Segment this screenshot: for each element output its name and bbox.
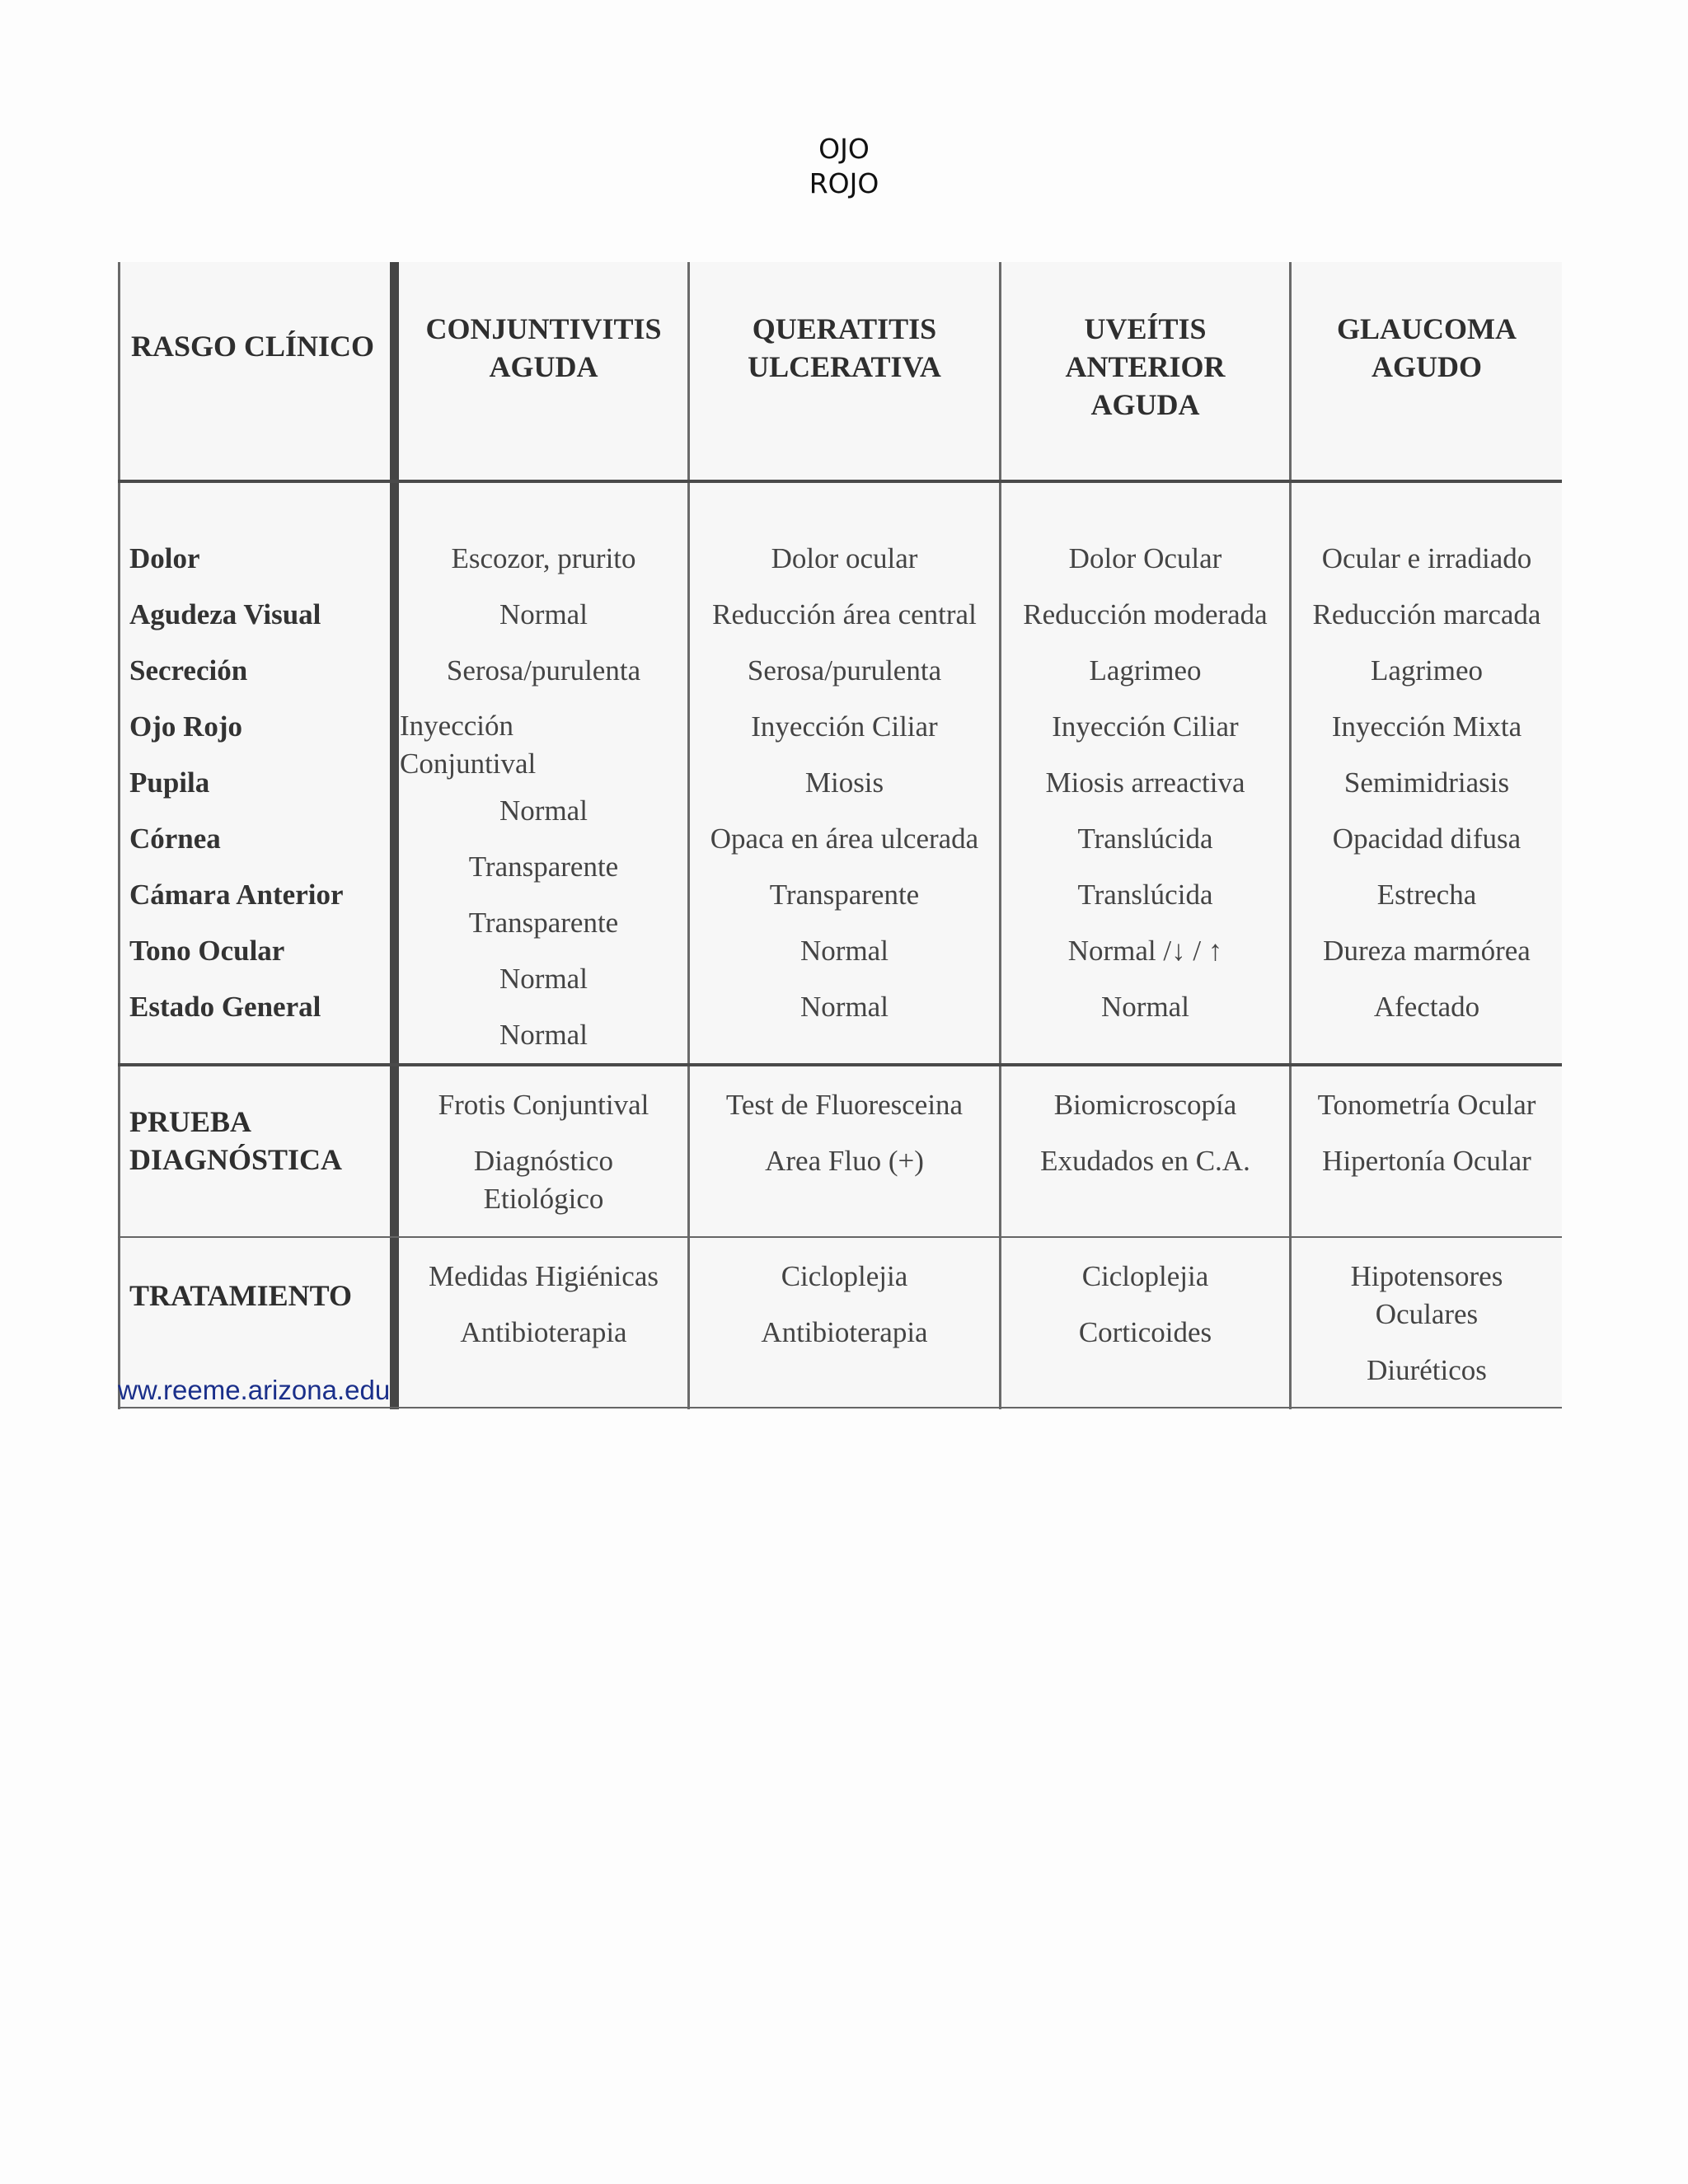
feature-tono-ocular: Tono Ocular bbox=[129, 935, 285, 967]
title-line-1: OJO bbox=[818, 133, 870, 165]
value-cell: Opaca en área ulcerada bbox=[710, 823, 979, 855]
tratamiento-row-line bbox=[118, 1236, 1562, 1238]
value-cell: Inyección bbox=[400, 710, 513, 742]
value-cell: Serosa/purulenta bbox=[747, 654, 942, 687]
value-cell: Serosa/purulenta bbox=[446, 654, 641, 687]
queratitis-values bbox=[690, 531, 999, 1035]
value-cell: Miosis arreactiva bbox=[1045, 766, 1245, 799]
source-url-link[interactable]: ww.reeme.arizona.edu bbox=[118, 1375, 391, 1405]
value-cell: Inyección Mixta bbox=[1331, 710, 1522, 743]
value-cell: Inyección Ciliar bbox=[1052, 710, 1239, 743]
value-cell: Afectado bbox=[1373, 991, 1480, 1023]
prueba-diagnostica-label: PRUEBA DIAGNÓSTICA bbox=[129, 1105, 343, 1176]
feature-list bbox=[129, 531, 385, 1035]
tratamiento-conjuntivitis: Medidas Higiénicas Antibioterapia bbox=[429, 1260, 659, 1348]
header-row-line bbox=[118, 480, 1562, 483]
prueba-queratitis: Test de Fluoresceina Area Fluo (+) bbox=[725, 1089, 964, 1177]
prueba-uveitis: Biomicroscopía Exudados en C.A. bbox=[1040, 1089, 1250, 1177]
feature-pupila: Pupila bbox=[129, 766, 210, 799]
header-conjuntivitis: CONJUNTIVITIS AGUDA bbox=[425, 312, 662, 383]
conjuntivitis-values bbox=[400, 531, 687, 1063]
value-cell: Normal bbox=[1101, 991, 1189, 1023]
feature-cornea: Córnea bbox=[129, 823, 221, 855]
tratamiento-label: TRATAMIENTO bbox=[129, 1279, 353, 1312]
feature-dolor: Dolor bbox=[129, 542, 200, 574]
value-cell: Transparente bbox=[769, 879, 920, 911]
prueba-conjuntivitis: Frotis Conjuntival Diagnóstico Etiológico bbox=[438, 1089, 649, 1215]
header-uveitis: UVEÍTIS ANTERIOR AGUDA bbox=[1065, 312, 1226, 421]
value-cell: Normal bbox=[499, 963, 588, 995]
value-cell: Lagrimeo bbox=[1370, 654, 1484, 687]
value-cell: Semimidriasis bbox=[1343, 766, 1510, 799]
value-cell: Transparente bbox=[468, 851, 619, 883]
value-cell: Reducción marcada bbox=[1312, 598, 1541, 630]
value-cell: Translúcida bbox=[1077, 823, 1213, 855]
value-cell: Escozor, prurito bbox=[451, 542, 636, 574]
value-cell: Normal bbox=[499, 598, 588, 630]
value-cell: Translúcida bbox=[1077, 879, 1213, 911]
value-cell: Dolor ocular bbox=[771, 542, 918, 574]
glaucoma-values bbox=[1292, 531, 1562, 1035]
prueba-glaucoma: Tonometría Ocular Hipertonía Ocular bbox=[1317, 1089, 1536, 1177]
value-cell: Normal bbox=[800, 991, 889, 1023]
value-cell: Ocular e irradiado bbox=[1321, 542, 1532, 574]
value-cell: Dureza marmórea bbox=[1323, 935, 1531, 967]
tratamiento-glaucoma: Hipotensores Oculares Diuréticos bbox=[1350, 1260, 1503, 1386]
value-cell: Reducción moderada bbox=[1023, 598, 1268, 630]
header-glaucoma: GLAUCOMA AGUDO bbox=[1337, 312, 1517, 383]
value-cell: Dolor Ocular bbox=[1068, 542, 1222, 574]
feature-ojo-rojo: Ojo Rojo bbox=[129, 710, 243, 743]
value-cell: Lagrimeo bbox=[1089, 654, 1202, 687]
value-cell: Opacidad difusa bbox=[1332, 823, 1522, 855]
title-line-2: ROJO bbox=[809, 167, 879, 199]
feature-agudeza-visual: Agudeza Visual bbox=[129, 598, 321, 630]
value-cell: Normal bbox=[800, 935, 889, 967]
prueba-row-line bbox=[118, 1063, 1562, 1066]
value-cell: Normal /↓ / ↑ bbox=[1067, 935, 1223, 967]
header-rasgo-clinico: RASGO CLÍNICO bbox=[131, 330, 375, 363]
uveitis-values bbox=[1001, 531, 1289, 1035]
tratamiento-uveitis: Cicloplejia Corticoides bbox=[1078, 1260, 1212, 1348]
red-eye-comparison-table bbox=[118, 262, 1562, 1409]
value-cell: Normal bbox=[499, 1019, 588, 1051]
value-cell: Estrecha bbox=[1376, 879, 1477, 911]
value-cell: Conjuntival bbox=[400, 748, 537, 780]
header-queratitis: QUERATITIS ULCERATIVA bbox=[748, 312, 941, 383]
feature-secrecion: Secreción bbox=[129, 654, 248, 687]
value-cell: Reducción área central bbox=[712, 598, 977, 630]
value-cell: Miosis bbox=[804, 766, 884, 799]
tratamiento-queratitis: Cicloplejia Antibioterapia bbox=[761, 1260, 928, 1348]
value-cell: Transparente bbox=[468, 907, 619, 939]
document-title bbox=[0, 132, 1688, 201]
value-cell: Normal bbox=[499, 794, 588, 827]
feature-camara-anterior: Cámara Anterior bbox=[129, 879, 344, 911]
value-cell: Inyección Ciliar bbox=[751, 710, 938, 743]
feature-estado-general: Estado General bbox=[129, 991, 321, 1023]
